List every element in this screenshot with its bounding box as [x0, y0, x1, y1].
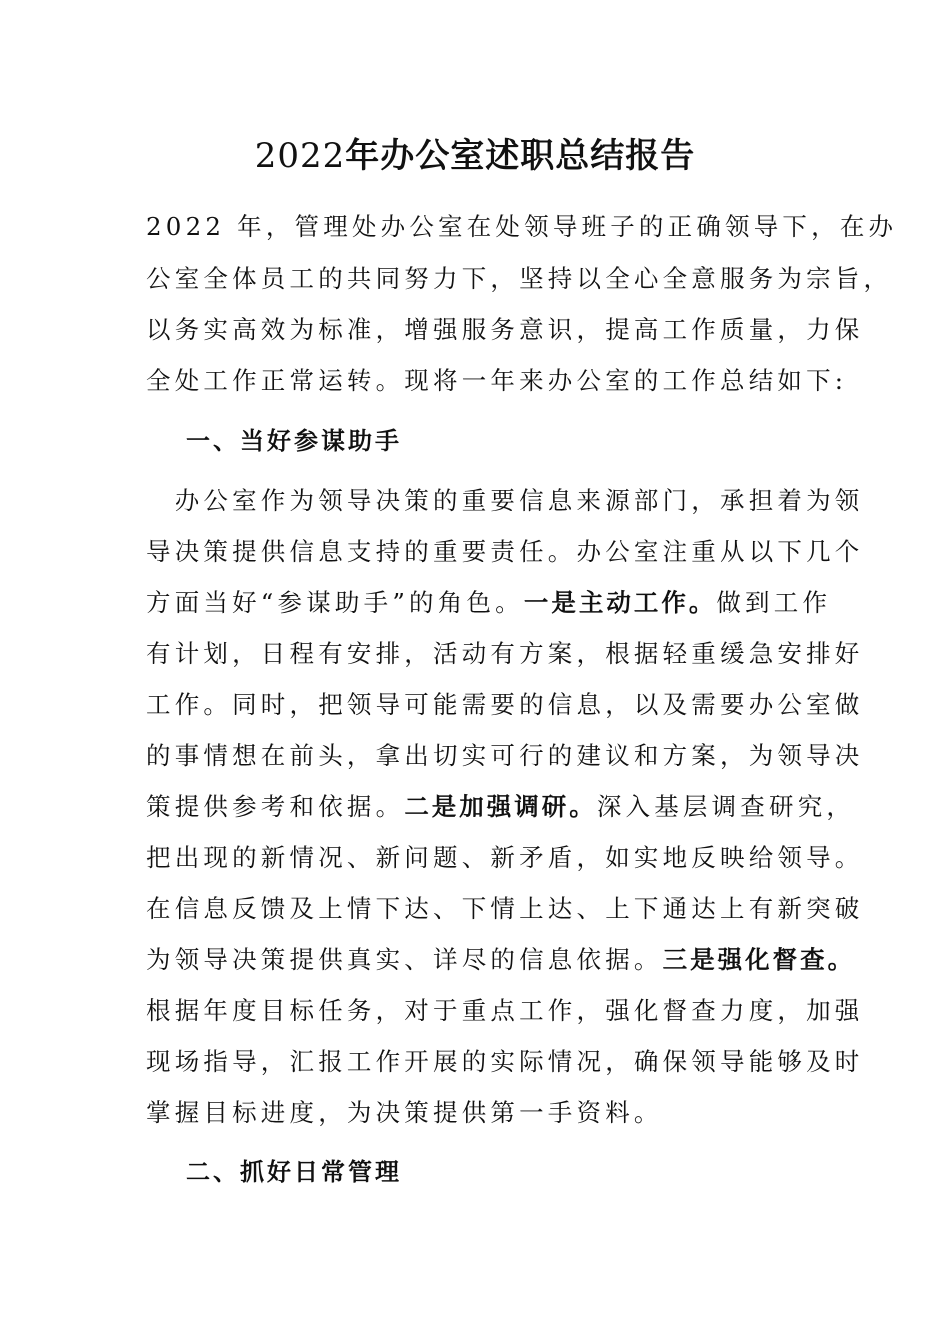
body-text: 做到工作 [716, 588, 832, 617]
intro-line: 以务实高效为标准，增强服务意识，提高工作质量，力保 [146, 315, 864, 344]
title-year: 2022 [254, 136, 346, 176]
page-title [0, 128, 950, 177]
section-heading: 一、当好参谋助手 [186, 427, 402, 455]
intro-line: 2022 年，管理处办公室在处领导班子的正确领导下，在办 [146, 212, 898, 241]
body-line: 有计划，日程有安排，活动有方案，根据轻重缓急安排好 [146, 639, 864, 668]
body-line: 把出现的新情况、新问题、新矛盾，如实地反映给领导。 [146, 843, 864, 872]
section-heading: 二、抓好日常管理 [186, 1158, 402, 1186]
body-line: 的事情想在前头，拿出切实可行的建议和方案，为领导决 [146, 741, 864, 770]
emphasis-text: 一是主动工作。 [523, 588, 717, 617]
intro-line: 公室全体员工的共同努力下，坚持以全心全意服务为宗旨， [146, 264, 893, 293]
body-text: 深入基层调查研究， [596, 792, 856, 821]
body-line: 导决策提供信息支持的重要责任。办公室注重从以下几个 [146, 537, 864, 566]
emphasis-text: 二是加强调研。 [404, 792, 597, 821]
intro-line: 全处工作正常运转。现将一年来办公室的工作总结如下: [146, 366, 848, 395]
body-text: 为领导决策提供真实、详尽的信息依据。 [146, 945, 663, 974]
body-line: 掌握目标进度，为决策提供第一手资料。 [146, 1098, 663, 1127]
body-line: 在信息反馈及上情下达、下情上达、上下通达上有新突破 [146, 894, 864, 923]
body-line [146, 584, 831, 619]
body-line: 根据年度目标任务，对于重点工作，强化督查力度，加强 [146, 996, 864, 1025]
body-line [146, 788, 855, 823]
emphasis-text: 三是强化督查。 [662, 945, 856, 974]
body-line [146, 941, 855, 976]
body-text: 策提供参考和依据。 [146, 792, 405, 821]
body-line: 办公室作为领导决策的重要信息来源部门，承担着为领 [146, 486, 864, 515]
title-text: 年办公室述职总结报告 [345, 136, 696, 176]
body-text: 方面当好“参谋助手”的角色。 [146, 588, 524, 617]
body-line: 现场指导，汇报工作开展的实际情况，确保领导能够及时 [146, 1047, 864, 1076]
body-line: 工作。同时，把领导可能需要的信息，以及需要办公室做 [146, 690, 864, 719]
